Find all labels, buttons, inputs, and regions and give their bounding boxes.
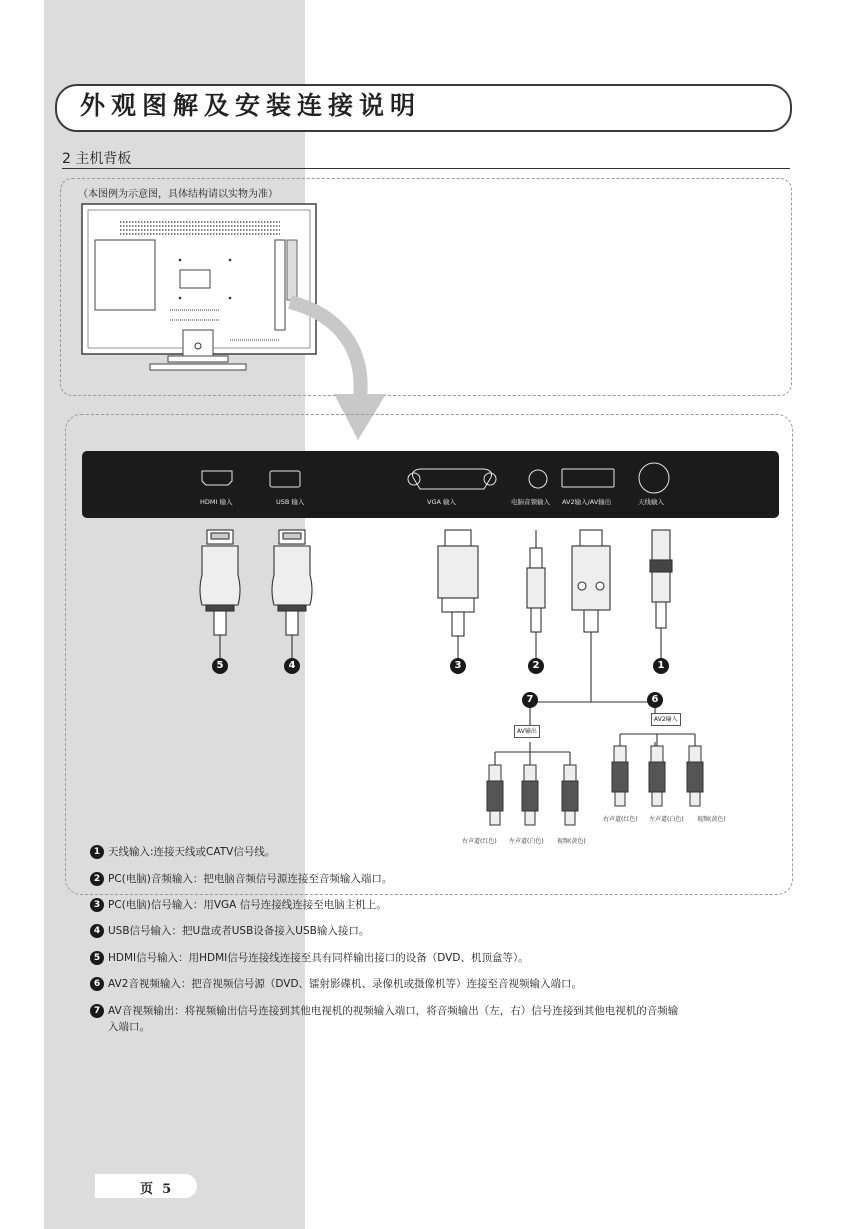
badge-7: 7: [522, 692, 538, 708]
desc-pc-signal: PC(电脑)信号输入：用VGA 信号连接线连接至电脑主机上。: [108, 899, 387, 911]
label-usb: USB 输入: [276, 498, 305, 506]
badge-5: 5: [212, 658, 228, 674]
label-av: AV2输入/AV输出: [562, 498, 612, 506]
panel-ports: [82, 451, 779, 518]
rca-out-right-label: 右声道(红色): [462, 838, 497, 845]
hdmi-port-icon: [202, 471, 232, 485]
section-heading: 2 主机背板: [62, 151, 132, 167]
av-out-box: AV输出: [514, 725, 540, 738]
badge-3: 3: [450, 658, 466, 674]
badge-1: 1: [653, 658, 669, 674]
desc-num-4: 4: [90, 924, 104, 938]
antenna-cable-icon: [650, 530, 672, 660]
desc-av-out: AV音视频输出：将视频输出信号连接到其他电视机的视频输入端口，将音频输出（左，右）信号连接到其他电视机的音频输入端口。: [108, 1005, 679, 1033]
desc-num-2: 2: [90, 872, 104, 886]
badge-4: 4: [284, 658, 300, 674]
rca-in-video-label: 视频(黄色): [697, 816, 726, 823]
label-vga: VGA 输入: [427, 498, 456, 506]
av-cable-icon: [572, 530, 610, 702]
page-title: 外观图解及安装连接说明: [80, 91, 422, 120]
desc-antenna: 天线输入:连接天线或CATV信号线。: [108, 846, 276, 858]
label-hdmi: HDMI 输入: [200, 498, 233, 506]
rca-plugs-in: [612, 746, 703, 806]
rca-in-right-label: 右声道(红色): [603, 816, 638, 823]
audio-jack-icon: [529, 470, 547, 488]
section-divider: [62, 168, 790, 169]
desc-num-3: 3: [90, 898, 104, 912]
desc-num-5: 5: [90, 951, 104, 965]
vga-cable-icon: [438, 530, 478, 660]
rca-out-left-label: 左声道(白色): [509, 838, 544, 845]
badge-6: 6: [647, 692, 663, 708]
desc-hdmi: HDMI信号输入：用HDMI信号连接线连接至具有同样输出接口的设备（DVD、机顶盒等）。: [108, 952, 529, 964]
page-label: 页: [140, 1182, 154, 1197]
desc-num-1: 1: [90, 845, 104, 859]
hdmi-cable-icon: [200, 530, 240, 660]
page-number: [140, 1178, 171, 1197]
illustration-note: （本图例为示意图，具体结构请以实物为准）: [78, 189, 278, 200]
usb-cable-icon: [272, 530, 312, 660]
audio-cable-icon: [527, 530, 545, 660]
rca-plugs-out: [487, 765, 578, 825]
desc-av2-in: AV2音视频输入：把音视频信号源（DVD、镭射影碟机、录像机或摄像机等）连接至音视频输入端口。: [108, 978, 583, 990]
desc-usb: USB信号输入：把U盘或者USB设备接入USB输入接口。: [108, 925, 370, 937]
antenna-port-icon: [639, 463, 669, 493]
label-antenna: 天线输入: [638, 498, 664, 506]
rca-out-video-label: 视频(黄色): [557, 838, 586, 845]
page-value: 5: [162, 1182, 172, 1197]
vga-port-icon: [412, 469, 491, 489]
cable-illustrations: [180, 520, 740, 840]
desc-num-7: 7: [90, 1004, 104, 1018]
av-port-icon: [562, 469, 614, 487]
badge-2: 2: [528, 658, 544, 674]
av2-in-box: AV2输入: [651, 713, 681, 726]
desc-num-6: 6: [90, 977, 104, 991]
rca-in-left-label: 左声道(白色): [649, 816, 684, 823]
desc-pc-audio: PC(电脑)音频输入：把电脑音频信号源连接至音频输入端口。: [108, 873, 393, 885]
usb-port-icon: [270, 471, 300, 487]
label-pc-audio: 电脑音频输入: [511, 498, 550, 506]
